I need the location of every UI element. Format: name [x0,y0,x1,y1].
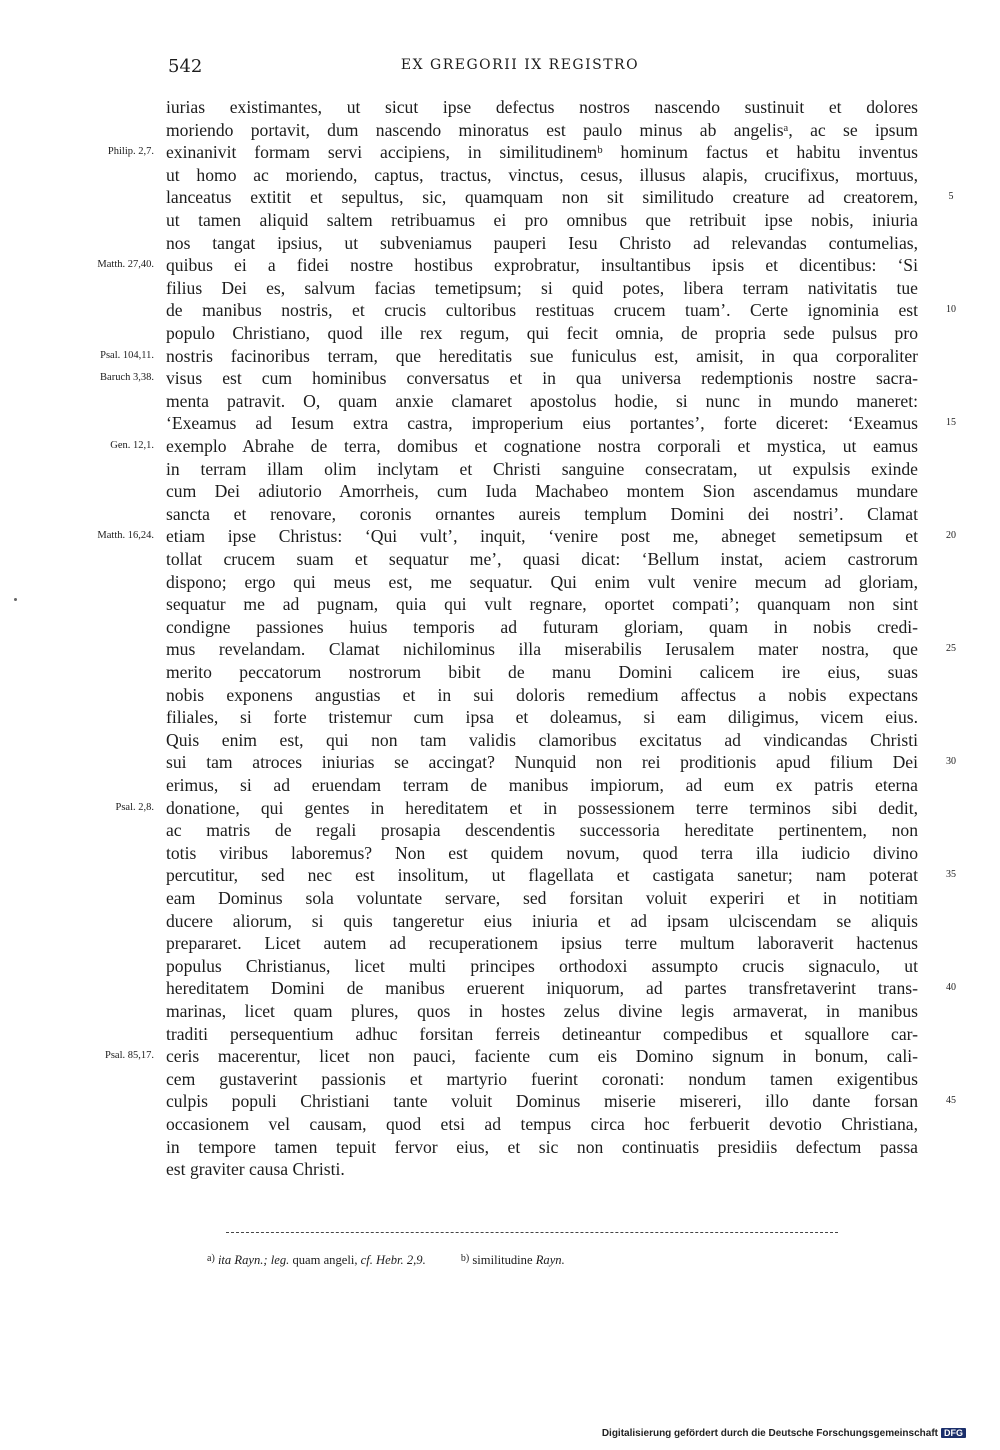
text-line: ceris macerentur, licet non pauci, faciente cum eis Domino signum in bonum, cali- [166,1046,918,1066]
footnote-text-italic: Rayn. [535,1253,565,1267]
text-line: exemplo Abrahe de terra, domibus et cognatione nostra corporali et mystica, ut eamus [166,436,918,456]
text-line: mus revelandam. Clamat nichilominus illa miserabilis Ierusalem mater nostra, que [166,639,918,659]
text-line: ‘Exeamus ad Iesum extra castra, improperium eius portantes’, forte diceret: ‘Exeamus [166,413,918,433]
text-line: visus est cum hominibus conversatus et in qua universa redemptionis nostre sacra- [166,368,918,388]
text-line: prepararet. Licet autem ad recuperationem ipsius terre multum laboraverit hactenus [166,933,918,953]
stray-dot [14,598,17,601]
text-line: est graviter causa Christi. [166,1159,345,1179]
credit-text: Digitalisierung gefördert durch die Deutsche Forschungsgemeinschaft [601,1428,938,1439]
text-line: moriendo portavit, dum nascendo minoratus est paulo minus ab angelisᵃ, ac se ipsum [166,120,918,140]
text-line: merito peccatorum nostrorum bibit de manu Domini calicem ire eius, suas [166,662,918,682]
text-line: culpis populi Christiani tante voluit Dominus miserie misereri, illo dante forsan [166,1091,918,1111]
margin-reference: Matth. 27,40. [97,259,154,270]
margin-reference: Psal. 2,8. [115,802,154,813]
footnote-text: similitudine [472,1253,536,1267]
text-line: populus Christianus, licet multi principes orthodoxi assumpto crucis signaculo, ut [166,956,918,976]
line-number: 35 [946,869,956,880]
text-line: populo Christiano, quod ille rex regum, qui fecit omnia, de propria sede pulsus pro [166,323,918,343]
text-line: erimus, si ad eruendam terram de manibus impiorum, ad eum ex patris eterna [166,775,918,795]
footnotes [207,1253,597,1268]
text-line: ac matris de regali prosapia descendentis successoria hereditate pertinentem, non [166,820,918,840]
text-line: traditi persequentium adhuc forsitan ferreis detineantur compedibus et squallore car- [166,1024,918,1044]
text-line: cem gustaverint passionis et martyrio fuerint coronati: nondum tamen exigentibus [166,1069,918,1089]
text-line: ducere aliorum, si quis tangeretur eius iniuria et ad ipsam ulciscendam se aliquis [166,911,918,931]
line-number: 15 [946,417,956,428]
text-line: nobis exponens angustias et in sui doloris remedium affectus a nobis expectans [166,685,918,705]
footnote-text: quam angeli, [289,1253,361,1267]
text-line: ut homo ac moriendo, captus, tractus, vinctus, cesus, illusus alapis, crucifixus, mortuus, [166,165,918,185]
text-line: percutitur, sed nec est insolitum, ut flagellata et castigata sanetur; nam poterat [166,865,918,885]
line-number: 25 [946,643,956,654]
text-line: Quis enim est, qui non tam validis clamoribus excitatus ad vindicandas Christi [166,730,918,750]
running-head: EX GREGORII IX REGISTRO [400,57,640,73]
text-line: sequatur me ad pugnam, quia qui vult regnare, oportet compati’; quanquam non sint [166,594,918,614]
digitization-credit [602,1428,966,1439]
margin-reference: Baruch 3,38. [100,372,154,383]
line-number: 40 [946,982,956,993]
margin-reference: Philip. 2,7. [107,146,154,157]
margin-reference: Matth. 16,24. [97,530,154,541]
text-line: in terram illam olim inclytam et Christi sanguine consecratam, ut expulsis exinde [166,459,918,479]
line-number: 5 [948,191,954,202]
text-line: etiam ipse Christus: ‘Qui vult’, inquit, ‘venire post me, abneget semetipsum et [166,526,918,546]
text-line: condigne passiones huius temporis ad futuram gloriam, quam in nobis credi- [166,617,918,637]
text-line: menta patravit. O, quam anxie clamaret apostolus hodie, si nunc in mundo maneret: [166,391,918,411]
text-line: nos tangat ipsius, ut subveniamus pauperi Iesu Christo ad relevandas contumelias, [166,233,918,253]
text-line: cum Dei adiutorio Amorrheis, cum Iuda Machabeo montem Sion ascendamus mundare [166,481,918,501]
text-line: nostris facinoribus terram, que hereditatis sue funiculus est, amisit, in qua corporaliter [166,346,918,366]
text-line: dispono; ergo qui meus est, me sequatur. Qui enim vult venire mecum ad gloriam, [166,572,918,592]
text-line: ut tamen aliquid saltem retribuamus ei pro omnibus que retribuit ipse nobis, iniuria [166,210,918,230]
text-line: filiales, si forte tristemur cum ipsa et doleamus, si eam diligimus, vicem eius. [166,707,918,727]
text-line: sancta et renovare, coronis ornantes aureis templum Domini dei nostri’. Clamat [166,504,918,524]
text-line: filius Dei es, salvum facias temetipsum; si quid potes, libera terram nativitatis tue [166,278,918,298]
text-line: marinas, licet quam plures, quos in hostes zelus divine legis armaverat, in manibus [166,1001,918,1021]
page-number: 542 [168,56,203,77]
text-line: quibus ei a fidei nostre hostibus exprobratur, insultantibus ipsis et dicentibus: ‘Si [166,255,918,275]
dfg-logo: DFG [941,1428,966,1438]
footnote-b [461,1253,565,1267]
margin-reference: Gen. 12,1. [110,440,154,451]
line-number: 10 [946,304,956,315]
footnote-divider [226,1232,838,1233]
line-number: 30 [946,756,956,767]
text-line: tollat crucem suam et sequatur me’, quasi dicat: ‘Bellum instat, aciem castrorum [166,549,918,569]
text-line: lanceatus extitit et sepultus, sic, quamquam non sit similitudo creature ad creatorem, [166,187,918,207]
text-line: de manibus nostris, et crucis cultoribus restituas crucem tuam’. Certe ignominia est [166,300,918,320]
text-line: occasionem vel causam, quod etsi ad tempus circa hoc ferbuerit devotio Christiana, [166,1114,918,1134]
text-line: totis viribus laboremus? Non est quidem novum, quod terra illa iudicio divino [166,843,918,863]
text-line: iurias existimantes, ut sicut ipse defectus nostros nascendo sustinuit et dolores [166,97,918,117]
line-number: 20 [946,530,956,541]
text-line: eam Dominus sola voluntate servare, sed forsitan voluit experiri et in notitiam [166,888,918,908]
footnote-marker: a) [207,1253,215,1264]
margin-reference: Psal. 104,11. [100,350,154,361]
margin-reference: Psal. 85,17. [104,1050,154,1061]
text-line: hereditatem Domini de manibus eruerent iniquorum, ad partes transfretaverint trans- [166,978,918,998]
footnote-text-italic: cf. Hebr. 2,9. [360,1253,426,1267]
line-number: 45 [946,1095,956,1106]
footnote-text-italic: ita Rayn.; leg. [217,1253,290,1267]
text-line: sui tam atroces iniurias se accingat? Nunquid non rei proditionis apud filium Dei [166,752,918,772]
text-line: donatione, qui gentes in hereditatem et in possessionem terre terminos sibi dedit, [166,798,918,818]
footnote-a [207,1253,429,1267]
footnote-marker: b) [460,1253,470,1264]
text-line: in tempore tamen tepuit fervor eius, et sic non continuatis presidiis defectum passa [166,1137,918,1157]
text-line: exinanivit formam servi accipiens, in similitudinemᵇ hominum factus et habitu inventus [166,142,918,162]
